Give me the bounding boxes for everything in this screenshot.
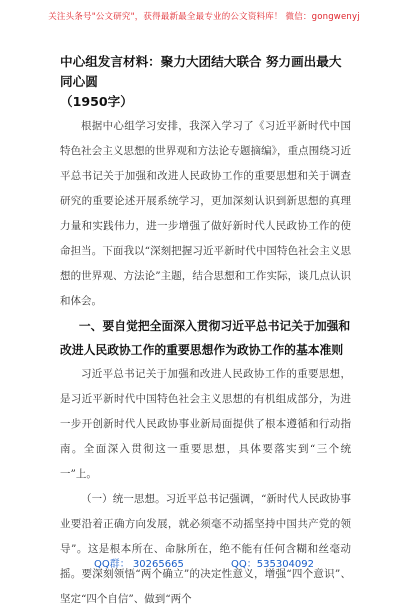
document-body bbox=[60, 52, 351, 612]
promo-banner: 关注头条号"公文研究"，获得最新最全最专业的公文资料库！ 微信：gongwenyj bbox=[48, 12, 360, 22]
section-heading: 一、要自觉把全面深入贯彻习近平总书记关于加强和改进人民政协工作的重要思想作为政协工作的基本准则 bbox=[60, 319, 351, 357]
document-word-count: （1950字） bbox=[60, 94, 133, 109]
contact-footer bbox=[0, 555, 408, 570]
document-title: 中心组发言材料：聚力大团结大联合 努力画出最大同心圆 bbox=[60, 54, 342, 89]
qq-group-number: QQ群： 30265665 bbox=[93, 559, 184, 570]
intro-paragraph: 根据中心组学习安排，我深入学习了《习近平新时代中国特色社会主义思想的世界观和方法论专题摘编》，重点围绕习近平总书记关于加强和改进人民政协工作的重要思想和关于调查研究的重要论述开展系统学习，更加深刻认识到新思想的真理力量和实践伟力，进一步增强了做好新时代人民政协工作的使命担当。下面我以“深刻把握习近平新时代中国特色社会主义思想的世界观、方法论”主题，结合思想和工作实际，谈几点认识和体会。 bbox=[60, 120, 351, 307]
section-paragraph: 习近平总书记关于加强和改进人民政协工作的重要思想，是习近平新时代中国特色社会主义思想的有机组成部分，为进一步开创新时代人民政协事业新局面提供了根本遵循和行动指南。全面深入贯彻这一重要思想，具体要落实到“三个统一”上。 bbox=[60, 368, 351, 480]
subsection-paragraph: （一）统一思想。习近平总书记强调，“新时代人民政协事业要沿着正确方向发展，就必须毫不动摇坚持中国共产党的领导”。这是根本所在、命脉所在，绝不能有任何含糊和丝毫动摇。要深刻领悟“两个确立”的决定性意义，增强“四个意识”、坚定“四个自信”、做到“两个 bbox=[60, 493, 351, 605]
qq-number: QQ：535304092 bbox=[231, 559, 315, 570]
